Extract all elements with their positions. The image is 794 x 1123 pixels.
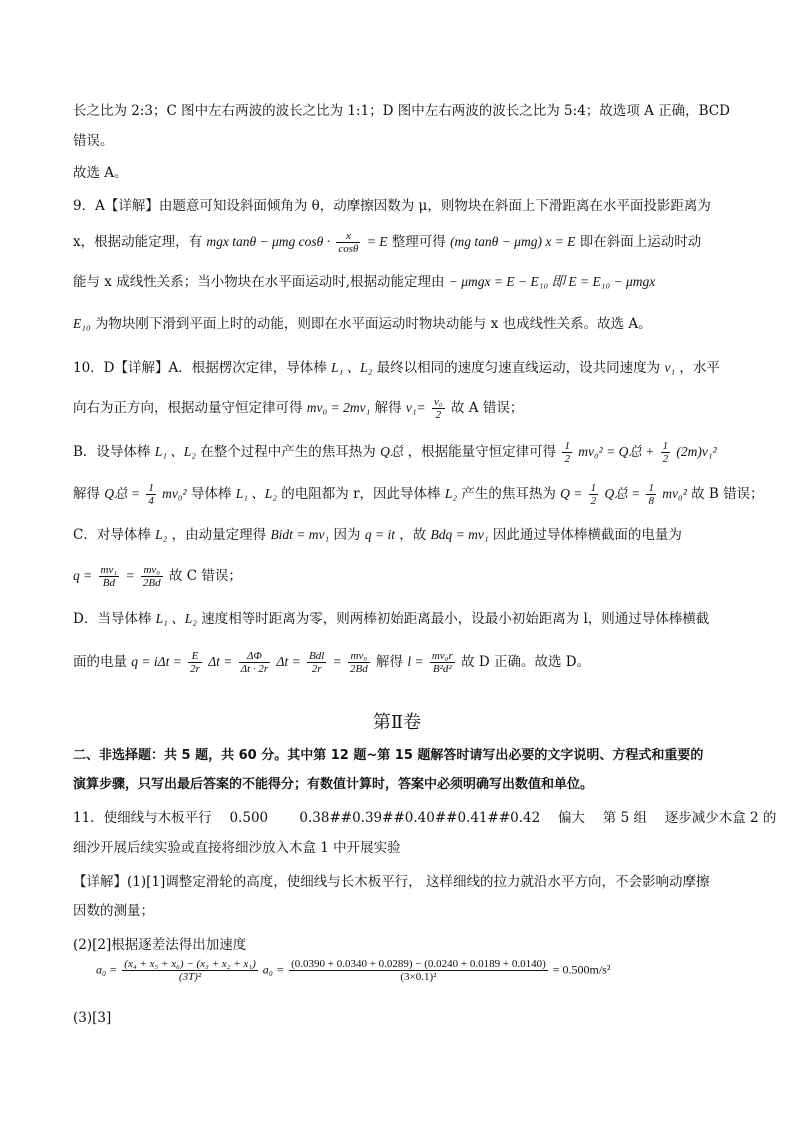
text: 导体棒: [190, 486, 232, 502]
text: 故 B 错误；: [691, 486, 764, 502]
fraction-num: x: [336, 230, 360, 243]
text: 故 A 错误；: [450, 400, 524, 416]
fraction: [661, 440, 671, 465]
fraction-den: (3×0.1)²: [400, 971, 437, 983]
text: 的电阻都为 r，因此导体棒: [281, 486, 441, 502]
q9-line2: [73, 230, 734, 255]
fraction-den: 2Bd: [142, 577, 161, 589]
formula: l =: [407, 654, 424, 669]
fraction-num: Bdl: [308, 650, 325, 662]
formula: = 0.500m/s²: [552, 962, 611, 977]
fraction-num: 1: [148, 482, 154, 494]
fraction: [99, 564, 120, 589]
formula: = E: [366, 234, 388, 249]
q10-line5: [73, 525, 734, 545]
acceleration-equation: [96, 958, 610, 983]
formula: Δt =: [208, 654, 233, 669]
fraction-num: ΔΦ: [239, 650, 271, 663]
text: 故 C 错误；: [168, 568, 242, 584]
fraction: [141, 564, 163, 589]
text: 故 D 正确。故选 D。: [461, 654, 591, 670]
formula: q =: [73, 568, 93, 583]
fraction-den: 2: [590, 495, 597, 507]
text: 解得: [376, 654, 404, 670]
instructions-line2: 演算步骤，只写出最后答案的不能得分；有数值计算时，答案中必须明确写出数值和单位。: [73, 777, 594, 792]
text: 能与 x 成线性关系；当小物块在水平面运动时,根据动能定理由: [73, 274, 445, 290]
q11-line4: 因数的测量；: [73, 903, 154, 919]
fraction-den: Bd: [102, 577, 115, 589]
q9-line1: 9．A【详解】由题意可知设斜面倾角为 θ，动摩擦因数为 μ，则物块在斜面上下滑距离在水平面投影距离为: [73, 198, 711, 214]
formula: =: [125, 568, 135, 583]
q11-line3: 【详解】(1)[1]调整定滑轮的高度，使细线与长木板平行， 这样细线的拉力就沿水平方向，不会影响动摩擦: [73, 874, 710, 890]
fraction-den: B²d²: [432, 663, 452, 675]
formula: a₀ =: [96, 962, 118, 977]
fraction: [562, 440, 572, 465]
fraction-den: 8: [648, 495, 654, 507]
text: 解得: [73, 486, 100, 502]
q11-line6: (3)[3]: [73, 1010, 112, 1026]
q10-line4: [73, 482, 764, 507]
q10-line2: [73, 396, 734, 421]
q9-line4: [73, 314, 734, 334]
fraction-den: 2Bd: [349, 663, 368, 675]
text: B．设导体棒: [73, 444, 151, 460]
text: 向右为正方向，根据动量守恒定律可得: [73, 400, 303, 416]
fraction: [146, 482, 156, 507]
text: 在整个过程中产生的焦耳热为: [200, 444, 376, 460]
fraction: [348, 650, 370, 675]
formula: − μmgx = E − E₁₀ 即 E = E₁₀ − μmgx: [448, 274, 656, 289]
fraction: [122, 958, 258, 983]
text: 面的电量: [73, 654, 127, 670]
formula: mv₀²: [162, 486, 187, 501]
text: 整理可得: [391, 234, 446, 250]
formula: Q总 =: [104, 486, 141, 501]
fraction-den: cosθ: [338, 243, 359, 255]
formula: =: [332, 654, 342, 669]
formula: (mg tanθ − μmg) x = E: [450, 234, 576, 249]
text: ，水平: [679, 360, 720, 376]
formula: q = iΔt =: [131, 654, 182, 669]
formula: L₁ 、L₂: [235, 486, 277, 501]
text-line: 故选 A。: [73, 165, 128, 181]
fraction: [432, 396, 445, 421]
fraction-den: Δt · 2r: [240, 663, 269, 675]
text: 10．D【详解】A．根据楞次定律，导体棒: [73, 360, 327, 376]
formula: E₁₀: [73, 316, 91, 331]
q10-line3: [73, 440, 734, 465]
formula: Bdq = mv₁: [430, 527, 489, 542]
text-line: 错误。: [73, 133, 114, 149]
text: 即在斜面上运动时动: [579, 234, 702, 250]
q11-line5: (2)[2]根据逐差法得出加速度: [73, 937, 247, 953]
instructions-line1: 二、非选择题：共 5 题，共 60 分。其中第 12 题~第 15 题解答时请写出必要的文字说明、方程式和重要的: [73, 748, 704, 763]
formula: L₁ 、L₂: [154, 444, 196, 459]
text: ，根据能量守恒定律可得: [407, 444, 557, 460]
text: D．当导体棒: [73, 611, 152, 627]
fraction-num: mv₀r: [431, 650, 453, 662]
formula: v₁: [664, 360, 676, 375]
formula: Q总 =: [604, 486, 641, 501]
fraction-den: 2: [564, 453, 570, 465]
text: ，由动量定理得: [171, 527, 267, 543]
fraction-den: (3T)²: [178, 971, 202, 983]
formula: Q总: [380, 444, 404, 459]
fraction-num: v₀: [433, 396, 443, 408]
fraction-den: 2: [662, 453, 669, 465]
formula: L₂: [444, 486, 458, 501]
formula: a₀ =: [262, 962, 285, 977]
fraction-num: 1: [590, 482, 597, 494]
fraction: [336, 230, 360, 255]
fraction-den: 2r: [190, 663, 200, 675]
text: C．对导体棒: [73, 527, 151, 543]
q11-line1: 11．使细线与木板平行 0.500 0.38##0.39##0.40##0.41##0.42 偏大 第 5 组 逐步减少木盒 2 的: [73, 810, 777, 826]
fraction: [646, 482, 656, 507]
formula: mv₀ = 2mv₁: [306, 400, 371, 415]
fraction: [239, 650, 271, 675]
formula: Q =: [560, 486, 583, 501]
fraction-num: 1: [648, 482, 654, 494]
formula: mgx tanθ − μmg cosθ ·: [206, 234, 331, 249]
fraction: [289, 958, 548, 983]
text: x，根据动能定理，有: [73, 234, 203, 250]
q10-line7: [73, 609, 734, 629]
formula: Δt =: [276, 654, 301, 669]
text: 为物块刚下滑到平面上时的动能，则即在水平面运动时物块动能与 x 也成线性关系。故选 A。: [94, 316, 652, 332]
text-line: 长之比为 2:3；C 图中左右两波的波长之比为 1:1；D 图中左右两波的波长之比为 5:4；故选项 A 正确，BCD: [73, 103, 730, 119]
text: 因此通过导体棒横截面的电量为: [492, 527, 682, 543]
q10-line8: [73, 650, 734, 675]
q11-line2: 细沙开展后续实验或直接将细沙放入木盒 1 中开展实验: [73, 840, 401, 856]
fraction-num: 1: [564, 440, 570, 452]
formula: L₁ 、L₂: [331, 360, 373, 375]
fraction-den: 2r: [311, 663, 322, 675]
text: 解得: [374, 400, 402, 416]
fraction: [430, 650, 455, 675]
fraction-num: 1: [662, 440, 669, 452]
q9-line3: [73, 272, 734, 292]
formula: L₁ 、L₂: [155, 611, 197, 626]
fraction-num: (x₄ + x₅ + x₆) − (x₃ + x₂ + x₁): [124, 958, 256, 970]
text: 最终以相同的速度匀速直线运动，设共同速度为: [376, 360, 661, 376]
fraction: [589, 482, 599, 507]
section-title: 第Ⅱ卷: [372, 712, 422, 733]
fraction-num: mv₀: [141, 564, 163, 577]
text: ，故: [399, 527, 427, 543]
q10-line1: [73, 358, 734, 378]
formula: mv₀² = Q总 +: [578, 444, 655, 459]
fraction-den: 4: [148, 495, 154, 507]
fraction: [188, 650, 202, 675]
text: 速度相等时距离为零，则两棒初始距离最小，设最小初始距离为 l，则通过导体棒横截: [201, 611, 710, 627]
formula: mv₀²: [662, 486, 687, 501]
formula: Bidt = mv₁: [270, 527, 330, 542]
formula: q = it: [364, 527, 395, 542]
formula: L₂: [155, 527, 168, 542]
formula: v₁=: [405, 400, 426, 415]
fraction-num: E: [188, 650, 202, 663]
text: 产生的焦耳热为: [461, 486, 556, 502]
q10-line6: [73, 564, 734, 589]
formula: (2m)v₁²: [676, 444, 717, 459]
fraction-num: mv₀: [348, 650, 370, 663]
fraction: [307, 650, 326, 675]
text: 因为: [333, 527, 361, 543]
fraction-num: mv₁: [100, 564, 118, 576]
fraction-num: (0.0390 + 0.0340 + 0.0289) − (0.0240 + 0.0189 + 0.0140): [291, 958, 546, 970]
fraction-den: 2: [435, 409, 442, 421]
